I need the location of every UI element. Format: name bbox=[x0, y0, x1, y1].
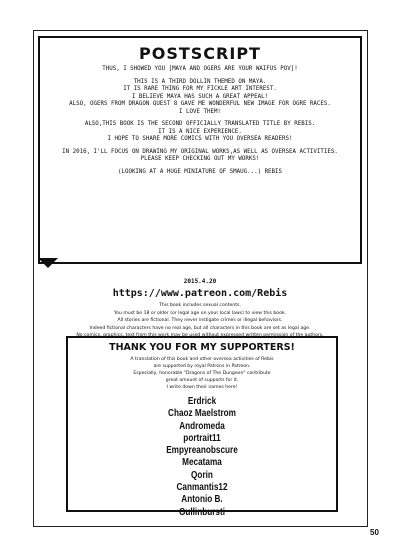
supporter-name: Erdrick bbox=[187, 396, 217, 407]
supporter-name: Chaoz Maelstrom bbox=[168, 408, 236, 420]
postscript-line: I BELIEVE MAYA HAS SUCH A GREAT APPEAL! bbox=[131, 93, 269, 100]
supporter-name: Empyreanobscure bbox=[166, 445, 238, 457]
postscript-line: I HOPE TO SHARE MORE COMICS WITH YOU OVERSEA READERS! bbox=[107, 136, 293, 142]
supporters-box bbox=[66, 336, 338, 518]
intro-line: I write down their names here! bbox=[166, 385, 238, 390]
postscript-line: IT IS A NICE EXPERIENCE. bbox=[158, 128, 242, 135]
date-text: 2015.4.20 bbox=[183, 278, 217, 285]
content-notice bbox=[38, 302, 362, 340]
notice-line: Indeed fictional characters have no real age, but all characters in this book are set as legal age. bbox=[89, 325, 311, 331]
intro-line: Especially, honorable "Dragons of The Dungeon" contribute bbox=[133, 371, 271, 376]
supporter-name: Gullinbursti bbox=[178, 506, 225, 518]
supporter-name: Mecatama bbox=[182, 457, 222, 469]
patreon-link[interactable]: https://www.patreon.com/Rebis bbox=[112, 288, 288, 299]
supporter-name: portrait11 bbox=[183, 432, 221, 444]
notice-line: All stories are fictional. They never instigate crimes or illegal behaviors. bbox=[117, 318, 283, 323]
postscript-title: POSTSCRIPT bbox=[139, 44, 261, 63]
postscript-line: I LOVE THEM! bbox=[179, 108, 221, 115]
supporter-name: Qorin bbox=[191, 469, 213, 481]
postscript-line: IN 2016, I'LL FOCUS ON DRAWING MY ORIGINAL WORKS,AS WELL AS OVERSEA ACTIVITIES. bbox=[62, 148, 338, 155]
supporter-name: Andromeda bbox=[179, 420, 225, 432]
postscript-signature: (LOOKING AT A HUGE MINIATURE OF SMAUG...) REBIS bbox=[117, 168, 283, 175]
postscript-line: ALSO,THIS BOOK IS THE SECOND OFFICIALLY TRANSLATED TITLE BY REBIS. bbox=[84, 121, 316, 127]
postscript-box bbox=[38, 36, 362, 264]
supporter-name: Antonio B. bbox=[181, 494, 223, 506]
intro-line: great amount of supports for it. bbox=[165, 378, 239, 383]
supporters-title: THANK YOU FOR MY SUPPORTERS! bbox=[109, 342, 295, 353]
notice-line: You must be 18 or older (or legal age on your local laws) to view this book. bbox=[113, 310, 287, 316]
notice-line: This book includes sexual contents. bbox=[159, 303, 241, 308]
intro-line: are supported by royal Patrons in Patreon. bbox=[153, 364, 251, 369]
postscript-line: ALSO, OGERS FROM DRAGON QUEST 8 GAVE ME WONDERFUL NEW IMAGE FOR OGRE RACES. bbox=[69, 101, 331, 107]
postscript-line: PLEASE KEEP CHECKING OUT MY WORKS! bbox=[140, 156, 260, 162]
intro-line: A translation of this book and other oversea activities of Rebis bbox=[130, 357, 274, 362]
supporters-intro bbox=[68, 356, 336, 391]
postscript-line: IT IS RARE THING FOR MY FICKLE ART INTEREST. bbox=[123, 86, 277, 92]
supporter-name: Canmantis12 bbox=[176, 482, 228, 494]
speech-bubble-tail bbox=[38, 258, 58, 268]
supporter-names-list bbox=[68, 396, 336, 519]
postscript-body bbox=[46, 66, 354, 176]
postscript-line: THUS, I SHOWED YOU [MAYA AND OGERS ARE YOUR WAIFUS POV]! bbox=[102, 66, 298, 72]
postscript-line: THIS IS A THIRD DOLLIN THEMED ON MAYA. bbox=[133, 78, 267, 85]
page-number: 50 bbox=[370, 528, 379, 537]
